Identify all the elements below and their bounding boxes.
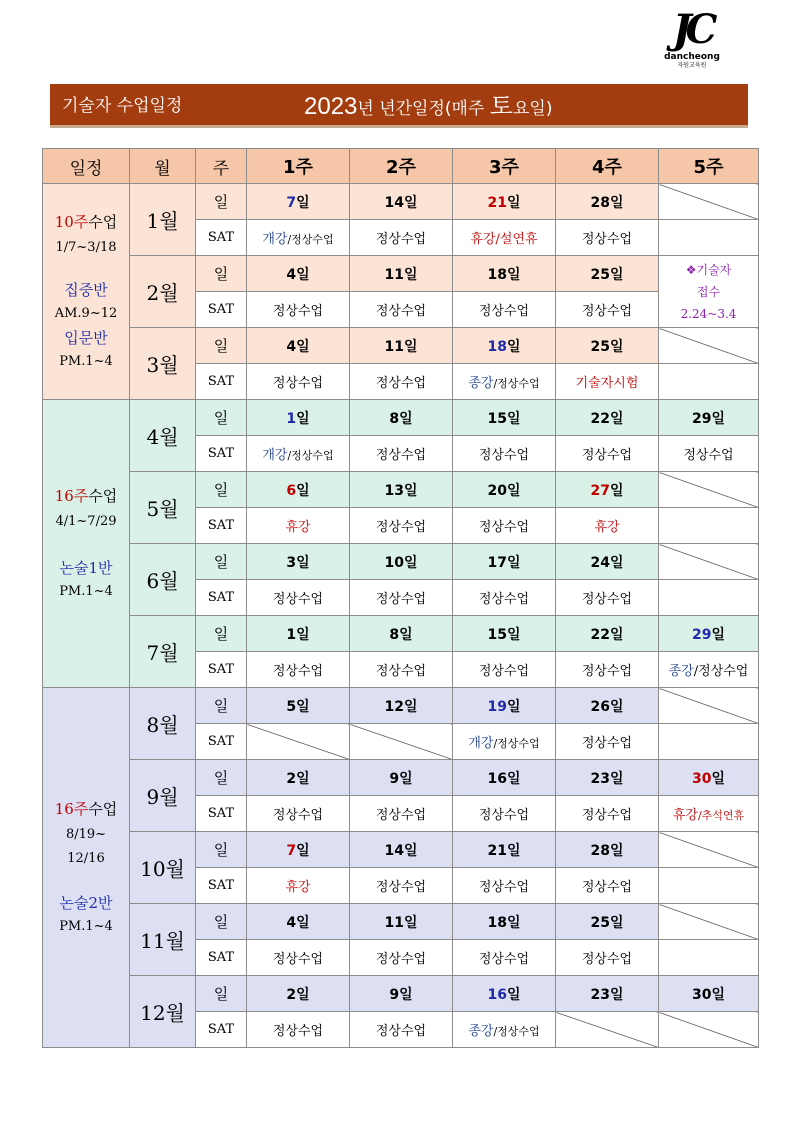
apr-w4-day: 22일 bbox=[556, 400, 659, 436]
sun-label: 일 bbox=[196, 760, 247, 796]
month-apr: 4월 bbox=[130, 400, 196, 472]
sep-w4-note: 정상수업 bbox=[556, 796, 659, 832]
term-1-class-a: 집중반 bbox=[64, 280, 108, 299]
logo-mark: JC bbox=[672, 6, 712, 53]
header-week-4: 4주 bbox=[556, 149, 659, 184]
header-row bbox=[43, 149, 759, 184]
sat-label: SAT bbox=[196, 292, 247, 328]
jun-w1-day: 3일 bbox=[247, 544, 350, 580]
term-1-title: 10주수업 bbox=[54, 212, 118, 231]
may-w2-note: 정상수업 bbox=[350, 508, 453, 544]
apr-w2-note: 정상수업 bbox=[350, 436, 453, 472]
sun-label: 일 bbox=[196, 472, 247, 508]
empty-cell bbox=[659, 472, 759, 508]
empty-cell bbox=[350, 724, 453, 760]
term-2-cell bbox=[43, 400, 130, 688]
empty-cell bbox=[659, 184, 759, 220]
month-jun: 6월 bbox=[130, 544, 196, 616]
mar-w2-note: 정상수업 bbox=[350, 364, 453, 400]
apr-w4-note: 정상수업 bbox=[556, 436, 659, 472]
sat-label: SAT bbox=[196, 1012, 247, 1048]
empty-cell bbox=[659, 544, 759, 580]
month-dec: 12월 bbox=[130, 976, 196, 1048]
banner-left-title: 기술자 수업일정 bbox=[62, 96, 183, 116]
oct-w1-day: 7일 bbox=[247, 832, 350, 868]
jun-w1-note: 정상수업 bbox=[247, 580, 350, 616]
jan-w1-day: 7일 bbox=[247, 184, 350, 220]
sun-label: 일 bbox=[196, 184, 247, 220]
schedule-table bbox=[42, 148, 759, 1048]
apr-sun-row bbox=[43, 400, 759, 436]
may-w4-note: 휴강 bbox=[556, 508, 659, 544]
jun-w2-note: 정상수업 bbox=[350, 580, 453, 616]
dec-w1-day: 2일 bbox=[247, 976, 350, 1012]
banner-end: 요일) bbox=[512, 99, 553, 119]
jul-w1-day: 1일 bbox=[247, 616, 350, 652]
sat-label: SAT bbox=[196, 364, 247, 400]
banner-mid: 년 년간일정(매주 bbox=[357, 99, 490, 119]
logo bbox=[652, 8, 732, 70]
empty-cell bbox=[659, 904, 759, 940]
apr-w3-day: 15일 bbox=[453, 400, 556, 436]
mar-sun-row bbox=[43, 328, 759, 364]
apr-w3-note: 정상수업 bbox=[453, 436, 556, 472]
mar-w3-day: 18일 bbox=[453, 328, 556, 364]
oct-w4-day: 28일 bbox=[556, 832, 659, 868]
term-1-class-a-time: AM.9~12 bbox=[54, 305, 118, 321]
jun-sun-row bbox=[43, 544, 759, 580]
sat-label: SAT bbox=[196, 436, 247, 472]
may-w3-note: 정상수업 bbox=[453, 508, 556, 544]
aug-w1-day: 5일 bbox=[247, 688, 350, 724]
jan-w3-note: 휴강/설연휴 bbox=[453, 220, 556, 256]
feb-w5-notice: ❖기술자 접수 2.24~3.4 bbox=[659, 256, 759, 328]
term-2-title: 16주수업 bbox=[54, 486, 118, 505]
feb-w1-note: 정상수업 bbox=[247, 292, 350, 328]
sat-label: SAT bbox=[196, 940, 247, 976]
header-week-5: 5주 bbox=[659, 149, 759, 184]
dec-w5-day: 30일 bbox=[659, 976, 759, 1012]
sep-w4-day: 23일 bbox=[556, 760, 659, 796]
empty-cell bbox=[659, 1012, 759, 1048]
oct-w3-note: 정상수업 bbox=[453, 868, 556, 904]
aug-w2-day: 12일 bbox=[350, 688, 453, 724]
feb-w4-note: 정상수업 bbox=[556, 292, 659, 328]
empty-cell bbox=[659, 328, 759, 364]
month-feb: 2월 bbox=[130, 256, 196, 328]
jul-w4-note: 정상수업 bbox=[556, 652, 659, 688]
may-w4-day: 27일 bbox=[556, 472, 659, 508]
term-3-class-time: PM.1~4 bbox=[59, 918, 113, 934]
title-banner bbox=[50, 84, 748, 128]
month-nov: 11월 bbox=[130, 904, 196, 976]
nov-w3-note: 정상수업 bbox=[453, 940, 556, 976]
dec-w1-note: 정상수업 bbox=[247, 1012, 350, 1048]
sun-label: 일 bbox=[196, 976, 247, 1012]
jan-w3-day: 21일 bbox=[453, 184, 556, 220]
term-3-range-start: 8/19~ bbox=[65, 826, 107, 842]
sun-label: 일 bbox=[196, 256, 247, 292]
sep-w1-day: 2일 bbox=[247, 760, 350, 796]
term-1-range: 1/7~3/18 bbox=[55, 239, 117, 255]
term-2-range: 4/1~7/29 bbox=[55, 513, 117, 529]
empty-cell bbox=[659, 688, 759, 724]
nov-w1-note: 정상수업 bbox=[247, 940, 350, 976]
may-sun-row bbox=[43, 472, 759, 508]
sun-label: 일 bbox=[196, 400, 247, 436]
month-sep: 9월 bbox=[130, 760, 196, 832]
sep-w2-note: 정상수업 bbox=[350, 796, 453, 832]
sep-w5-note: 휴강/추석연휴 bbox=[659, 796, 759, 832]
may-w3-day: 20일 bbox=[453, 472, 556, 508]
jul-w3-day: 15일 bbox=[453, 616, 556, 652]
term-1-class-b-time: PM.1~4 bbox=[59, 353, 113, 369]
empty-cell bbox=[659, 724, 759, 760]
jul-w5-note: 종강/정상수업 bbox=[659, 652, 759, 688]
sat-label: SAT bbox=[196, 508, 247, 544]
dec-w4-day: 23일 bbox=[556, 976, 659, 1012]
sun-label: 일 bbox=[196, 832, 247, 868]
aug-w4-note: 정상수업 bbox=[556, 724, 659, 760]
month-jul: 7월 bbox=[130, 616, 196, 688]
aug-sun-row bbox=[43, 688, 759, 724]
nov-w4-day: 25일 bbox=[556, 904, 659, 940]
month-may: 5월 bbox=[130, 472, 196, 544]
aug-w3-note: 개강/정상수업 bbox=[453, 724, 556, 760]
oct-w4-note: 정상수업 bbox=[556, 868, 659, 904]
sep-w3-day: 16일 bbox=[453, 760, 556, 796]
sun-label: 일 bbox=[196, 328, 247, 364]
nov-w2-note: 정상수업 bbox=[350, 940, 453, 976]
logo-brand: dancheong bbox=[664, 52, 720, 62]
term-1-cell bbox=[43, 184, 130, 400]
banner-saturday: 토 bbox=[489, 92, 513, 120]
banner-right-title bbox=[304, 84, 552, 131]
empty-cell bbox=[659, 832, 759, 868]
sep-w2-day: 9일 bbox=[350, 760, 453, 796]
sat-label: SAT bbox=[196, 652, 247, 688]
sun-label: 일 bbox=[196, 544, 247, 580]
term-2-class-time: PM.1~4 bbox=[59, 583, 113, 599]
sun-label: 일 bbox=[196, 904, 247, 940]
header-week-2: 2주 bbox=[350, 149, 453, 184]
oct-w3-day: 21일 bbox=[453, 832, 556, 868]
mar-w3-note: 종강/정상수업 bbox=[453, 364, 556, 400]
month-jan: 1월 bbox=[130, 184, 196, 256]
empty-cell bbox=[659, 868, 759, 904]
feb-w3-note: 정상수업 bbox=[453, 292, 556, 328]
sun-label: 일 bbox=[196, 688, 247, 724]
mar-w4-note: 기술자시험 bbox=[556, 364, 659, 400]
sep-w1-note: 정상수업 bbox=[247, 796, 350, 832]
aug-w3-day: 19일 bbox=[453, 688, 556, 724]
mar-w4-day: 25일 bbox=[556, 328, 659, 364]
term-3-class: 논술2반 bbox=[59, 893, 113, 912]
may-w1-day: 6일 bbox=[247, 472, 350, 508]
dec-sun-row bbox=[43, 976, 759, 1012]
mar-w2-day: 11일 bbox=[350, 328, 453, 364]
apr-w5-day: 29일 bbox=[659, 400, 759, 436]
oct-w2-note: 정상수업 bbox=[350, 868, 453, 904]
jul-w3-note: 정상수업 bbox=[453, 652, 556, 688]
sun-label: 일 bbox=[196, 616, 247, 652]
empty-cell bbox=[659, 940, 759, 976]
jan-w2-note: 정상수업 bbox=[350, 220, 453, 256]
sat-label: SAT bbox=[196, 868, 247, 904]
jun-w2-day: 10일 bbox=[350, 544, 453, 580]
jan-w1-note: 개강/정상수업 bbox=[247, 220, 350, 256]
nov-w1-day: 4일 bbox=[247, 904, 350, 940]
month-oct: 10월 bbox=[130, 832, 196, 904]
header-week: 주 bbox=[196, 149, 247, 184]
aug-w4-day: 26일 bbox=[556, 688, 659, 724]
sat-label: SAT bbox=[196, 796, 247, 832]
dec-w3-note: 종강/정상수업 bbox=[453, 1012, 556, 1048]
header-month: 월 bbox=[130, 149, 196, 184]
dec-w2-note: 정상수업 bbox=[350, 1012, 453, 1048]
jan-w2-day: 14일 bbox=[350, 184, 453, 220]
sep-w5-day: 30일 bbox=[659, 760, 759, 796]
feb-sun-row bbox=[43, 256, 759, 292]
sat-label: SAT bbox=[196, 724, 247, 760]
jul-sun-row bbox=[43, 616, 759, 652]
banner-year: 2023 bbox=[304, 93, 358, 120]
dec-w3-day: 16일 bbox=[453, 976, 556, 1012]
feb-w1-day: 4일 bbox=[247, 256, 350, 292]
month-aug: 8월 bbox=[130, 688, 196, 760]
sep-sun-row bbox=[43, 760, 759, 796]
empty-cell bbox=[556, 1012, 659, 1048]
apr-w5-note: 정상수업 bbox=[659, 436, 759, 472]
feb-w2-day: 11일 bbox=[350, 256, 453, 292]
oct-sun-row bbox=[43, 832, 759, 868]
empty-cell bbox=[247, 724, 350, 760]
jan-w4-note: 정상수업 bbox=[556, 220, 659, 256]
header-schedule: 일정 bbox=[43, 149, 130, 184]
term-2-class: 논술1반 bbox=[59, 558, 113, 577]
mar-w1-day: 4일 bbox=[247, 328, 350, 364]
may-w2-day: 13일 bbox=[350, 472, 453, 508]
feb-w2-note: 정상수업 bbox=[350, 292, 453, 328]
jun-w3-note: 정상수업 bbox=[453, 580, 556, 616]
jul-w1-note: 정상수업 bbox=[247, 652, 350, 688]
empty-cell bbox=[659, 580, 759, 616]
apr-w2-day: 8일 bbox=[350, 400, 453, 436]
nov-w3-day: 18일 bbox=[453, 904, 556, 940]
term-3-title: 16주수업 bbox=[54, 799, 118, 818]
jun-w4-day: 24일 bbox=[556, 544, 659, 580]
apr-w1-day: 1일 bbox=[247, 400, 350, 436]
mar-w1-note: 정상수업 bbox=[247, 364, 350, 400]
month-mar: 3월 bbox=[130, 328, 196, 400]
jun-w3-day: 17일 bbox=[453, 544, 556, 580]
empty-cell bbox=[659, 220, 759, 256]
empty-cell bbox=[659, 364, 759, 400]
jan-sun-row bbox=[43, 184, 759, 220]
term-3-range-end: 12/16 bbox=[67, 850, 105, 866]
jun-w4-note: 정상수업 bbox=[556, 580, 659, 616]
header-week-1: 1주 bbox=[247, 149, 350, 184]
jan-w4-day: 28일 bbox=[556, 184, 659, 220]
nov-w4-note: 정상수업 bbox=[556, 940, 659, 976]
feb-w4-day: 25일 bbox=[556, 256, 659, 292]
sep-w3-note: 정상수업 bbox=[453, 796, 556, 832]
jul-w4-day: 22일 bbox=[556, 616, 659, 652]
jul-w5-day: 29일 bbox=[659, 616, 759, 652]
logo-sub: 자원교육원 bbox=[677, 62, 707, 69]
term-3-cell bbox=[43, 688, 130, 1048]
apr-w1-note: 개강/정상수업 bbox=[247, 436, 350, 472]
nov-w2-day: 11일 bbox=[350, 904, 453, 940]
oct-w1-note: 휴강 bbox=[247, 868, 350, 904]
jul-w2-note: 정상수업 bbox=[350, 652, 453, 688]
nov-sun-row bbox=[43, 904, 759, 940]
sat-label: SAT bbox=[196, 580, 247, 616]
term-1-class-b: 입문반 bbox=[64, 328, 108, 347]
may-w1-note: 휴강 bbox=[247, 508, 350, 544]
empty-cell bbox=[659, 508, 759, 544]
header-week-3: 3주 bbox=[453, 149, 556, 184]
jul-w2-day: 8일 bbox=[350, 616, 453, 652]
oct-w2-day: 14일 bbox=[350, 832, 453, 868]
feb-w3-day: 18일 bbox=[453, 256, 556, 292]
sat-label: SAT bbox=[196, 220, 247, 256]
dec-w2-day: 9일 bbox=[350, 976, 453, 1012]
